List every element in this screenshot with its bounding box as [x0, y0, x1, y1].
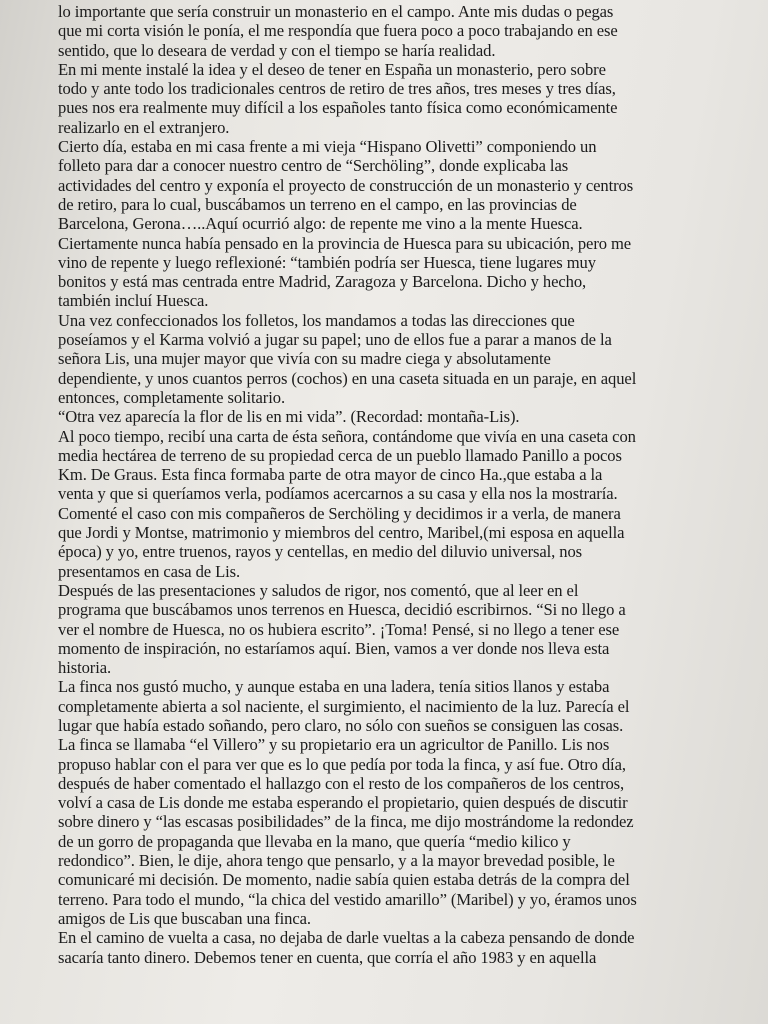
- text-line: programa que buscábamos unos terrenos en Huesca, decidió escribirnos. “Si no llego a: [58, 600, 626, 620]
- text-line: sacaría tanto dinero. Debemos tener en cuenta, que corría el año 1983 y en aquella: [58, 947, 597, 967]
- text-line: Una vez confeccionados los folletos, los mandamos a todas las direcciones que: [58, 310, 575, 330]
- text-line: sobre dinero y “las escasas posibilidades” de la finca, me dijo mostrándome la redondez: [58, 812, 634, 832]
- text-line: lugar que había estado soñando, pero claro, no sólo con sueños se consiguen las cosas.: [58, 715, 624, 735]
- text-line: comunicaré mi decisión. De momento, nadie sabía quien estaba detrás de la compra del: [58, 870, 630, 890]
- text-line: Cierto día, estaba en mi casa frente a mi vieja “Hispano Olivetti” componiendo un: [58, 137, 597, 157]
- text-line: señora Lis, una mujer mayor que vivía con su madre ciega y absolutamente: [58, 349, 551, 369]
- text-line: redondico”. Bien, le dije, ahora tengo que pensarlo, y a la mayor brevedad posible, le: [58, 851, 615, 871]
- text-line: “Otra vez aparecía la flor de lis en mi vida”. (Recordad: montaña-Lis).: [58, 407, 520, 427]
- text-line: La finca se llamaba “el Villero” y su propietario era un agricultor de Panillo. Lis nos: [58, 735, 610, 755]
- text-line: La finca nos gustó mucho, y aunque estaba en una ladera, tenía sitios llanos y estaba: [58, 677, 610, 697]
- text-line: completamente abierta a sol naciente, el surgimiento, el nacimiento de la luz. Parecía el: [58, 696, 630, 716]
- text-line: En el camino de vuelta a casa, no dejaba de darle vueltas a la cabeza pensando de donde: [58, 928, 635, 948]
- text-line: propuso hablar con el para ver que es lo que pedía por toda la finca, y así fue. Otro día,: [58, 754, 626, 774]
- text-line: también incluí Huesca.: [58, 291, 209, 311]
- text-line: pues nos era realmente muy difícil a los españoles tanto física como económicamente: [58, 98, 618, 118]
- text-line: realizarlo en el extranjero.: [58, 117, 230, 137]
- text-line: terreno. Para todo el mundo, “la chica del vestido amarillo” (Maribel) y yo, éramos unos: [58, 889, 637, 909]
- text-line: Ciertamente nunca había pensado en la provincia de Huesca para su ubicación, pero me: [58, 233, 632, 253]
- text-line: todo y ante todo los tradicionales centros de retiro de tres años, tres meses y tres días,: [58, 79, 616, 99]
- text-line: de un gorro de propaganda que llevaba en la mano, que quería “medio kilico y: [58, 831, 571, 851]
- text-line: En mi mente instalé la idea y el deseo de tener en España un monasterio, pero sobre: [58, 59, 606, 79]
- text-line: amigos de Lis que buscaban una finca.: [58, 908, 311, 928]
- text-line: volví a casa de Lis donde me estaba esperando el propietario, quien después de discutir: [58, 793, 628, 813]
- text-line: Después de las presentaciones y saludos de rigor, nos comentó, que al leer en el: [58, 580, 579, 600]
- text-line: bonitos y está mas centrada entre Madrid, Zaragoza y Barcelona. Dicho y hecho,: [58, 272, 587, 292]
- text-line: folleto para dar a conocer nuestro centro de “Serchöling”, donde explicaba las: [58, 156, 569, 176]
- text-line: Al poco tiempo, recibí una carta de ésta señora, contándome que vivía en una caseta con: [58, 426, 636, 446]
- text-line: actividades del centro y exponía el proyecto de construcción de un monasterio y centros: [58, 175, 634, 195]
- text-line: venta y que si queríamos verla, podíamos acercarnos a su casa y ella nos la mostraría.: [58, 484, 618, 504]
- text-line: dependiente, y unos cuantos perros (cochos) en una caseta situada en un paraje, en aquel: [58, 368, 637, 388]
- text-line: lo importante que sería construir un monasterio en el campo. Ante mis dudas o pegas: [58, 2, 614, 21]
- text-line: época) y yo, entre truenos, rayos y centellas, en medio del diluvio universal, nos: [58, 542, 583, 562]
- text-line: Comenté el caso con mis compañeros de Serchöling y decidimos ir a verla, de manera: [58, 503, 621, 523]
- text-line: sentido, que lo deseara de verdad y con el tiempo se haría realidad.: [58, 40, 496, 60]
- text-line: que mi corta visión le ponía, el me respondía que fuera poco a poco trabajando en ese: [58, 21, 618, 41]
- text-line: presentamos en casa de Lis.: [58, 561, 241, 581]
- text-line: poseíamos y el Karma volvió a jugar su papel; uno de ellos fue a parar a manos de la: [58, 330, 612, 350]
- text-line: historia.: [58, 658, 112, 678]
- text-line: Km. De Graus. Esta finca formaba parte de otra mayor de cinco Ha.,que estaba a la: [58, 465, 603, 485]
- body-text: [58, 2, 738, 967]
- text-line: que Jordi y Montse, matrimonio y miembros del centro, Maribel,(mi esposa en aquella: [58, 523, 625, 543]
- text-line: media hectárea de terreno de su propiedad cerca de un pueblo llamado Panillo a pocos: [58, 445, 622, 465]
- text-line: después de haber comentado el hallazgo con el resto de los compañeros de los centros,: [58, 773, 625, 793]
- text-line: de retiro, para lo cual, buscábamos un terreno en el campo, en las provincias de: [58, 194, 577, 214]
- text-line: Barcelona, Gerona…..Aquí ocurrió algo: de repente me vino a la mente Huesca.: [58, 214, 583, 234]
- text-line: ver el nombre de Huesca, no os hubiera escrito”. ¡Toma! Pensé, si no llego a tener ese: [58, 619, 620, 639]
- text-line: entonces, completamente solitario.: [58, 387, 285, 407]
- text-line: momento de inspiración, no estaríamos aquí. Bien, vamos a ver donde nos lleva esta: [58, 638, 610, 658]
- text-line: vino de repente y luego reflexioné: “también podría ser Huesca, tiene lugares muy: [58, 252, 596, 272]
